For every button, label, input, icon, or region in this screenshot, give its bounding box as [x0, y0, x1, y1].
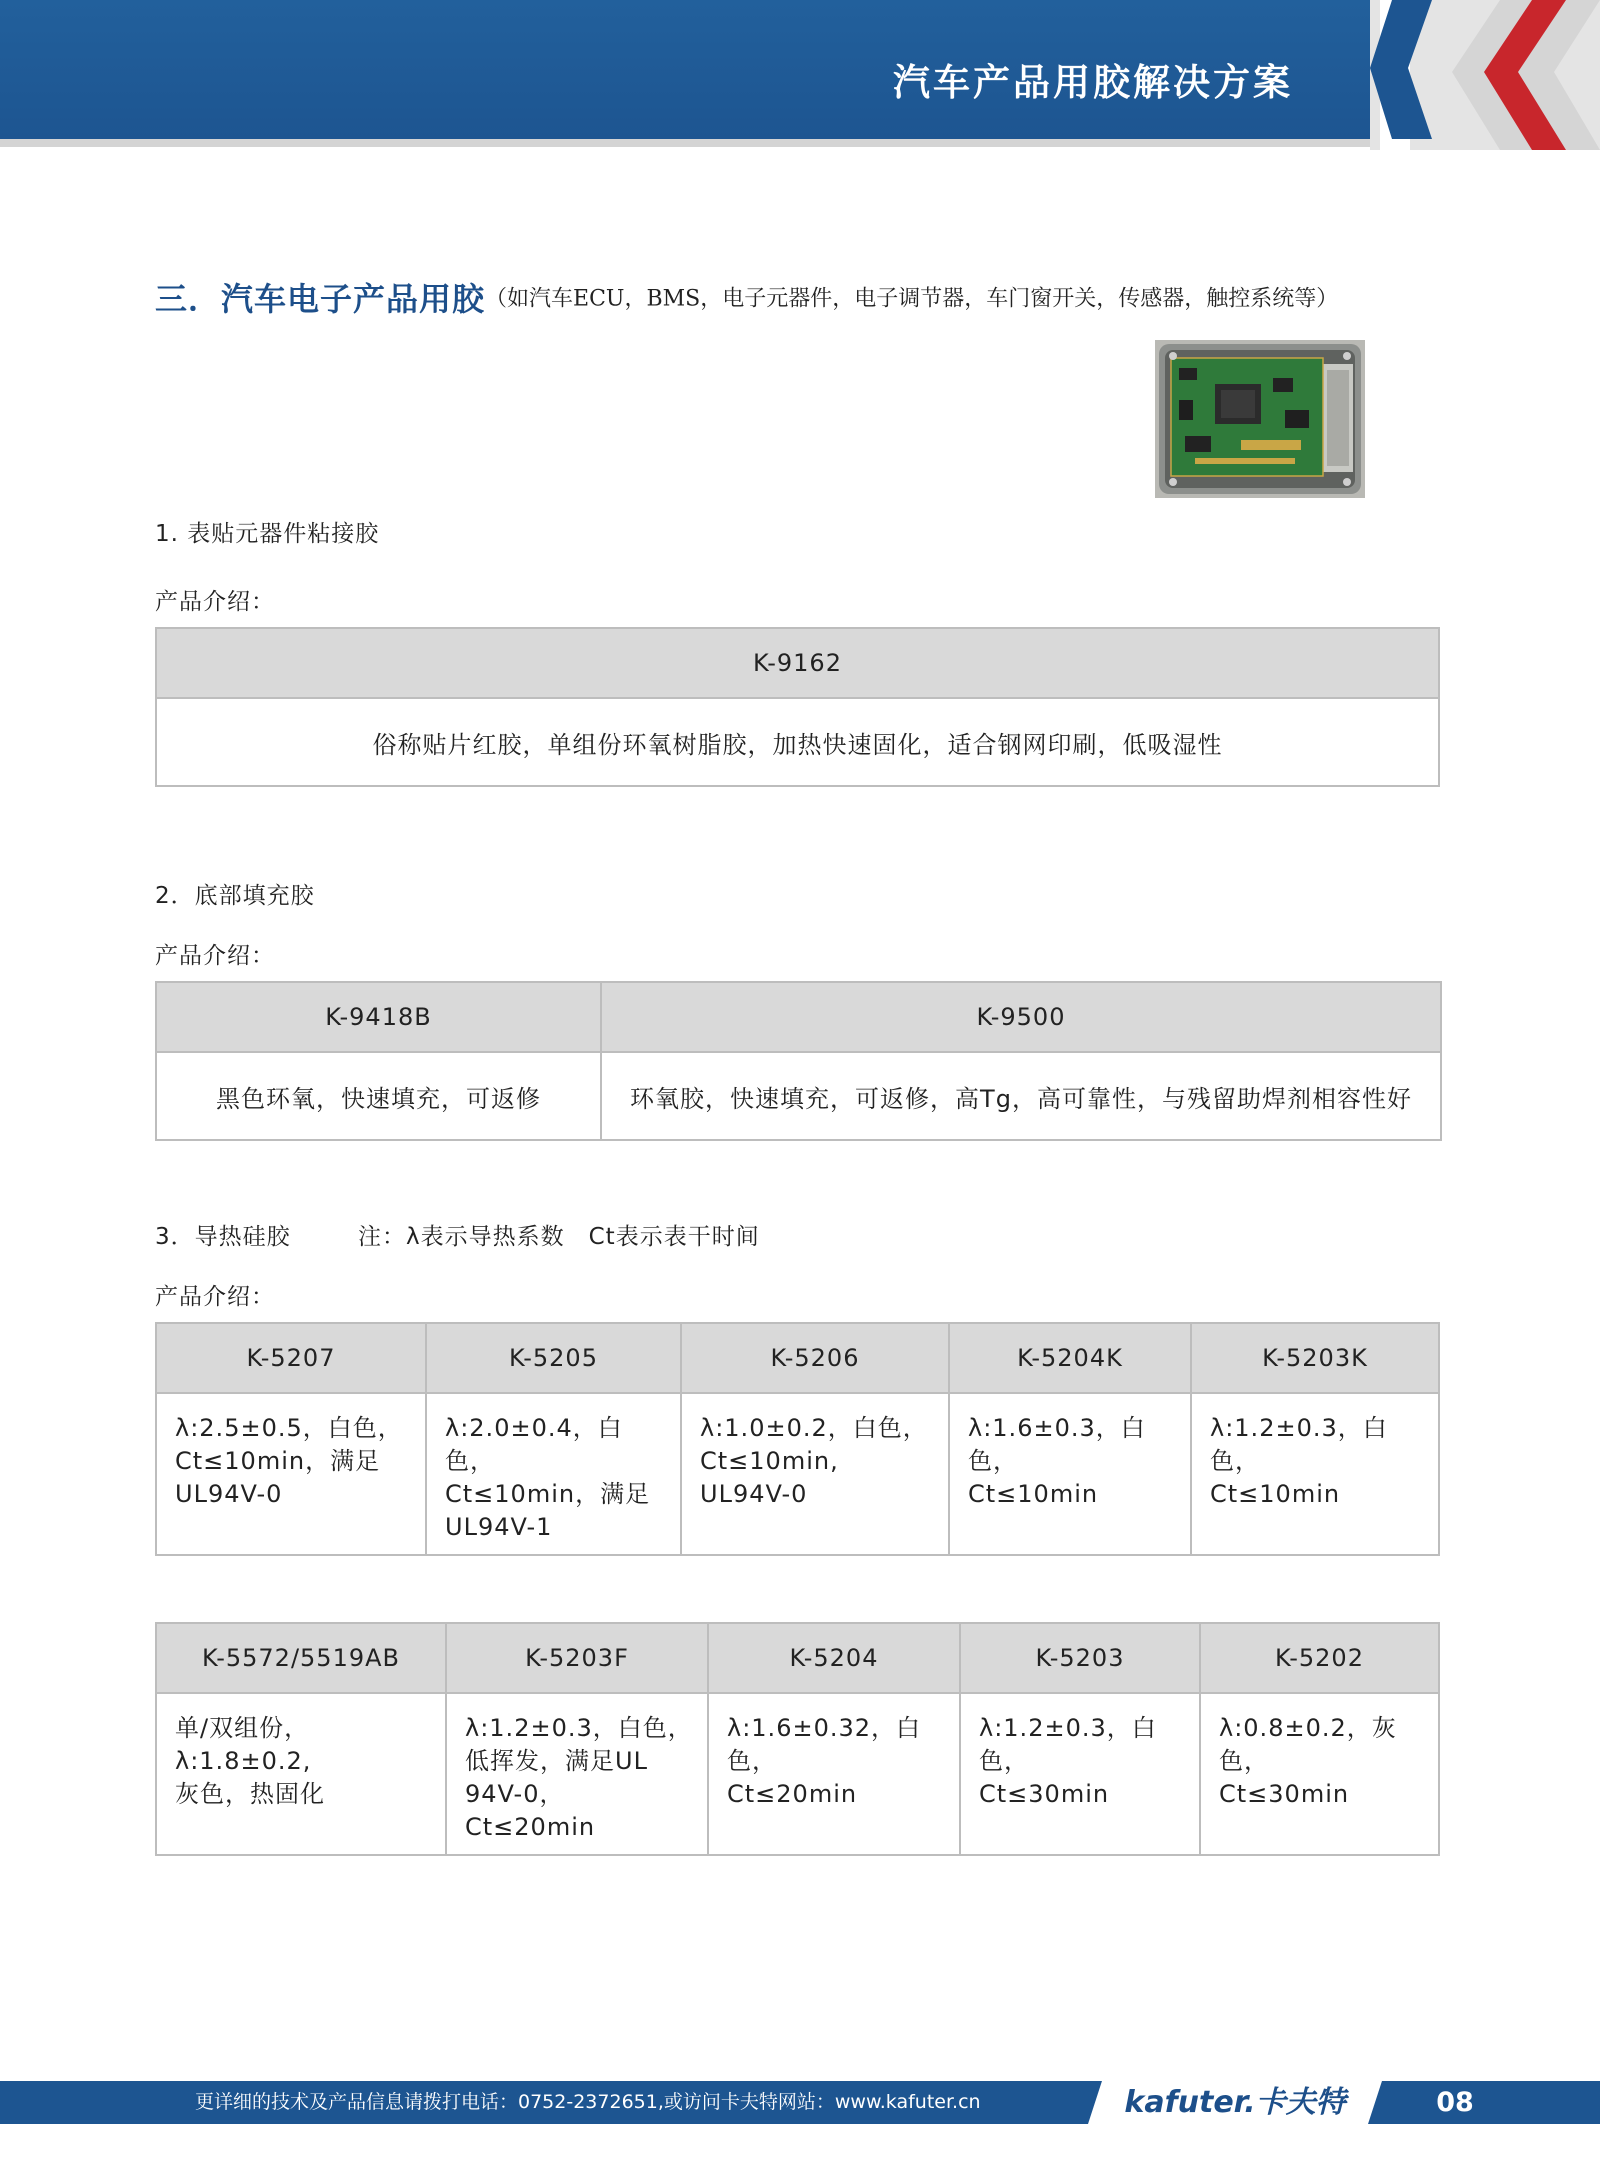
desc-line: λ:1.6±0.3，白色，: [968, 1414, 1146, 1475]
desc-line: Ct≤10min，满足: [445, 1480, 651, 1508]
item-3-note: 注：λ表示导热系数 Ct表示表干时间: [358, 1224, 760, 1250]
product-desc-k5202: [1200, 1693, 1439, 1855]
product-desc-k5203k: [1191, 1393, 1439, 1555]
product-name-k5207: K-5207: [156, 1323, 426, 1393]
product-desc-k5203f: [446, 1693, 708, 1855]
item-3-intro-label: 产品介绍：: [155, 1284, 275, 1310]
desc-line: λ:1.2±0.3，白色，: [979, 1714, 1157, 1775]
desc-line: Ct≤10min: [968, 1480, 1099, 1508]
product-name-k9418b: K-9418B: [156, 982, 601, 1052]
product-name-k5206: K-5206: [681, 1323, 949, 1393]
product-desc-k9162: 俗称贴片红胶，单组份环氧树脂胶，加热快速固化，适合钢网印刷，低吸湿性: [156, 698, 1439, 786]
item-2-heading: 2．底部填充胶: [155, 883, 315, 909]
footer-contact-text: 更详细的技术及产品信息请拨打电话：0752-2372651,或访问卡夫特网站：www.kafuter.cn: [195, 2091, 981, 2113]
desc-line: 低挥发，满足UL: [465, 1747, 648, 1775]
page-number: 08: [1436, 2087, 1474, 2118]
product-name-k5203f: K-5203F: [446, 1623, 708, 1693]
product-name-k5203k: K-5203K: [1191, 1323, 1439, 1393]
desc-line: 单/双组份，λ:1.8±0.2,: [175, 1714, 312, 1775]
desc-line: 94V-0，Ct≤20min: [465, 1780, 596, 1841]
ecu-circuit-board-photo: [1155, 340, 1365, 498]
desc-line: λ:2.0±0.4，白色，: [445, 1414, 623, 1475]
desc-line: λ:0.8±0.2，灰色，: [1219, 1714, 1397, 1775]
product-desc-k5204k: [949, 1393, 1191, 1555]
desc-line: λ:2.5±0.5，白色，: [175, 1414, 403, 1442]
desc-line: Ct≤10min，满足: [175, 1447, 381, 1475]
header-stripe: [0, 139, 1380, 147]
thermal-silicone-table-a: [155, 1322, 1440, 1556]
product-desc-k9500: 环氧胶，快速填充，可返修，高Tg，高可靠性，与残留助焊剂相容性好: [601, 1052, 1441, 1140]
desc-line: Ct≤30min: [979, 1780, 1110, 1808]
product-name-k5203: K-5203: [960, 1623, 1200, 1693]
product-name-k5572-5519ab: K-5572/5519AB: [156, 1623, 446, 1693]
thermal-silicone-table-b: [155, 1622, 1440, 1856]
item-1-table: [155, 627, 1440, 787]
section-subtitle: （如汽车ECU，BMS，电子元器件，电子调节器，车门窗开关，传感器，触控系统等）: [485, 286, 1339, 312]
desc-line: Ct≤10min, UL94V-0: [700, 1447, 839, 1508]
desc-line: λ:1.2±0.3，白色，: [1210, 1414, 1388, 1475]
item-1-intro-label: 产品介绍：: [155, 589, 275, 615]
desc-line: UL94V-1: [445, 1513, 553, 1541]
desc-line: λ:1.2±0.3，白色，: [465, 1714, 693, 1742]
section-heading: [155, 274, 1338, 320]
product-name-k5205: K-5205: [426, 1323, 681, 1393]
item-3-heading: 3．导热硅胶: [155, 1224, 291, 1250]
product-desc-k5204: [708, 1693, 960, 1855]
desc-line: Ct≤10min: [1210, 1480, 1341, 1508]
desc-line: Ct≤20min: [727, 1780, 858, 1808]
product-name-k9500: K-9500: [601, 982, 1441, 1052]
product-desc-k5572-5519ab: [156, 1693, 446, 1855]
product-name-k5204k: K-5204K: [949, 1323, 1191, 1393]
product-desc-k5205: [426, 1393, 681, 1555]
item-2-intro-label: 产品介绍：: [155, 943, 275, 969]
desc-line: λ:1.0±0.2，白色，: [700, 1414, 928, 1442]
product-desc-k5203: [960, 1693, 1200, 1855]
desc-line: λ:1.6±0.32，白色，: [727, 1714, 922, 1775]
product-desc-k9418b: 黑色环氧，快速填充，可返修: [156, 1052, 601, 1140]
product-name-k9162: K-9162: [156, 628, 1439, 698]
header-title: 汽车产品用胶解决方案: [893, 61, 1293, 104]
desc-line: UL94V-0: [175, 1480, 283, 1508]
header-chevron-decoration: [1370, 0, 1600, 150]
product-desc-k5207: [156, 1393, 426, 1555]
desc-line: Ct≤30min: [1219, 1780, 1350, 1808]
item-1-heading: 1. 表贴元器件粘接胶: [155, 521, 380, 547]
kafuter-logo: kafuter.卡夫特: [1124, 2085, 1346, 2120]
section-title: 三．汽车电子产品用胶: [155, 280, 486, 318]
product-name-k5204: K-5204: [708, 1623, 960, 1693]
desc-line: 灰色，热固化: [175, 1780, 325, 1808]
item-2-table: [155, 981, 1442, 1141]
product-desc-k5206: [681, 1393, 949, 1555]
product-name-k5202: K-5202: [1200, 1623, 1439, 1693]
